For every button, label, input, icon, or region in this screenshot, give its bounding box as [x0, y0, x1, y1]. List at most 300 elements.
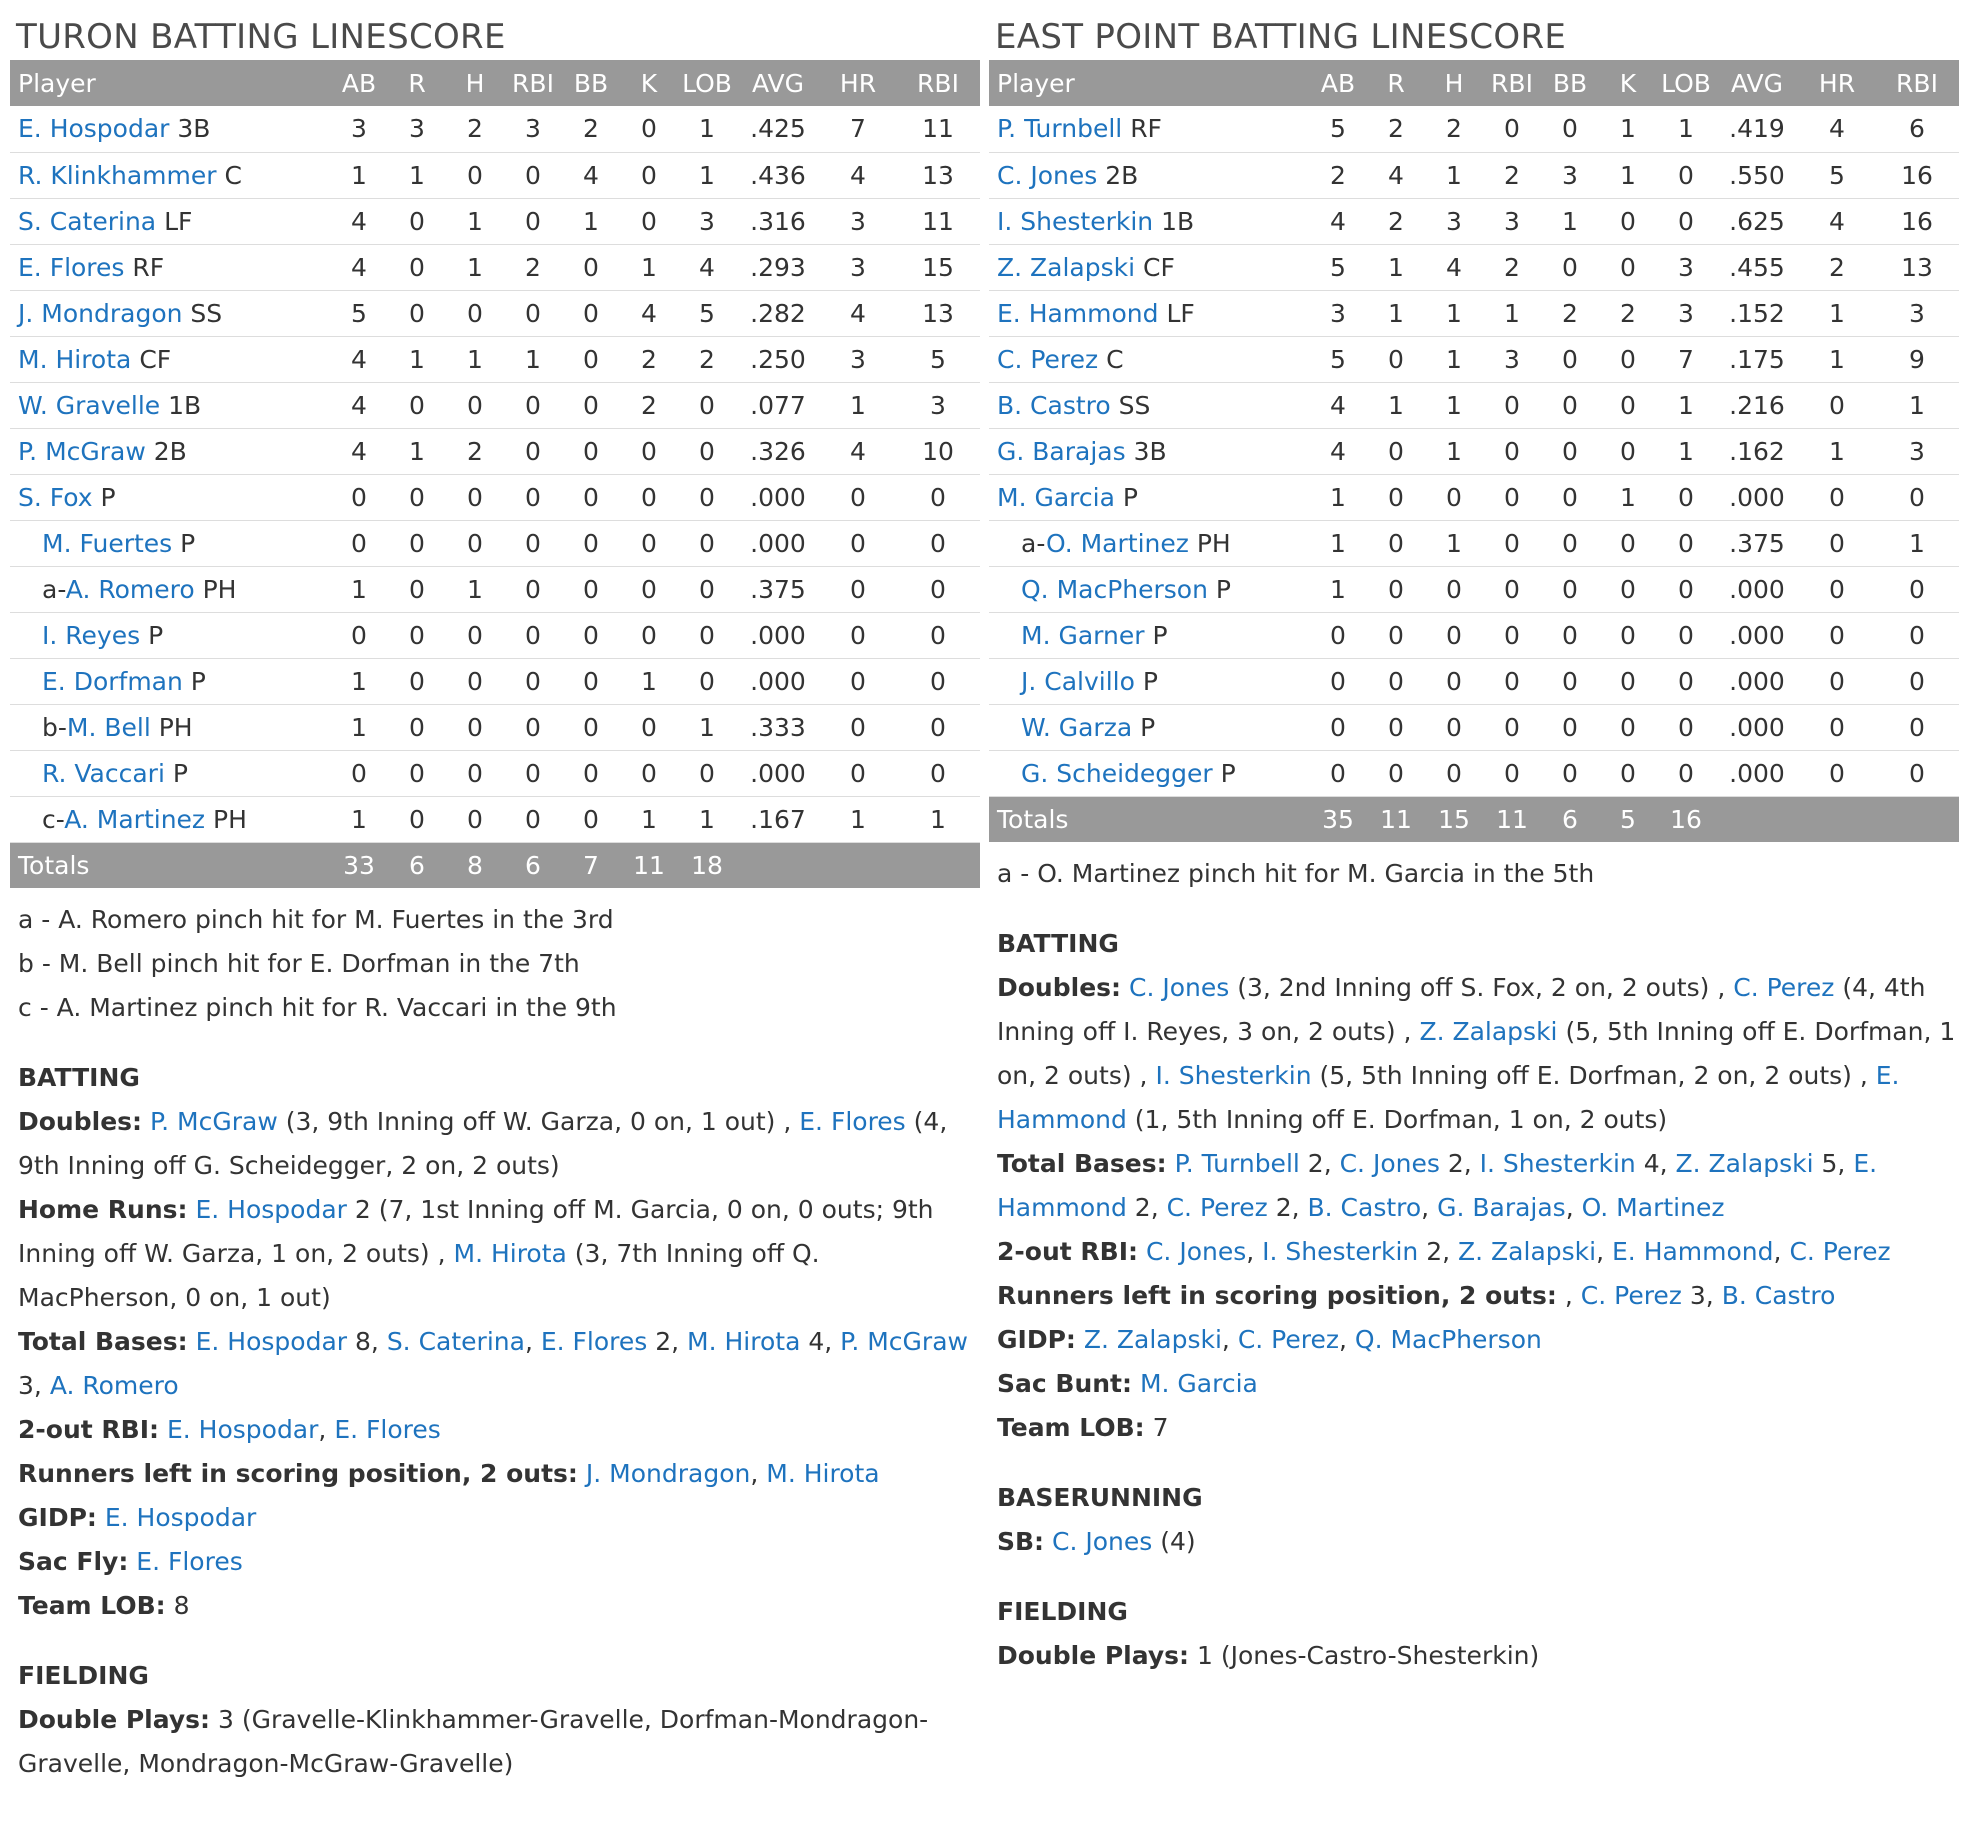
player-position: PH	[202, 574, 237, 604]
section-batting	[989, 922, 1959, 1450]
player-link[interactable]: P. McGraw	[149, 1107, 278, 1136]
stat-rbi: 0	[1504, 574, 1520, 604]
stat-h: 1	[1446, 298, 1462, 328]
player-link[interactable]: E. Flores	[334, 1415, 441, 1444]
player-link[interactable]: G. Scheidegger	[1021, 758, 1213, 788]
stat-k: 0	[1620, 666, 1636, 696]
stat-hr: 3	[850, 206, 866, 236]
stat-avg: .152	[1729, 298, 1785, 328]
stat-bb: 0	[583, 574, 599, 604]
player-link[interactable]: E. Hospodar	[195, 1195, 347, 1224]
stat-text: (3, 9th Inning off W. Garza, 0 on, 1 out) ,	[277, 1107, 800, 1136]
stat-r: 3	[409, 114, 425, 144]
stat-lob: 5	[699, 298, 715, 328]
stat-k: 0	[641, 160, 657, 190]
stat-r: 0	[1388, 344, 1404, 374]
stat-k: 0	[1620, 620, 1636, 650]
player-cell	[10, 796, 330, 842]
column-header: LOB	[682, 68, 732, 98]
stat-text	[1076, 1325, 1084, 1354]
player-position: 3B	[177, 114, 211, 144]
stat-rbi: 0	[525, 298, 541, 328]
stat-hr: 3	[850, 252, 866, 282]
stat-lob: 1	[1678, 436, 1694, 466]
player-cell	[989, 382, 1309, 428]
player-link[interactable]: M. Hirota	[18, 344, 132, 374]
sub-prefix: a-	[1021, 528, 1047, 558]
stat-r: 0	[1388, 574, 1404, 604]
stat-avg: .000	[1729, 712, 1785, 742]
stat-label: Sac Bunt:	[997, 1369, 1132, 1398]
stat-k: 1	[641, 666, 657, 696]
player-link[interactable]: W. Garza	[1021, 712, 1133, 742]
stat-k: 0	[1620, 206, 1636, 236]
stat-ab: 0	[1330, 666, 1346, 696]
table-row	[989, 566, 1959, 612]
stat-r: 0	[1388, 528, 1404, 558]
stat-line	[997, 1274, 1959, 1318]
column-header: BB	[573, 68, 609, 98]
stat-label: Double Plays:	[997, 1641, 1190, 1670]
player-link[interactable]: J. Mondragon	[585, 1459, 751, 1488]
stat-ab: 4	[1330, 206, 1346, 236]
stat-bb: 0	[1562, 528, 1578, 558]
stat-r: 0	[409, 252, 425, 282]
column-header: R	[408, 68, 426, 98]
player-link[interactable]: C. Perez	[1237, 1325, 1339, 1354]
stat-bb: 0	[1562, 574, 1578, 604]
stat-hr: 1	[850, 390, 866, 420]
stat-r: 0	[1388, 758, 1404, 788]
stat-text	[1167, 1149, 1175, 1178]
player-link[interactable]: C. Jones	[1128, 973, 1230, 1002]
player-position: 3B	[1133, 436, 1167, 466]
section-title: FIELDING	[997, 1597, 1128, 1626]
stat-ab: 0	[1330, 620, 1346, 650]
total-rbi: 11	[1496, 804, 1528, 834]
player-link[interactable]: B. Castro	[1721, 1281, 1836, 1310]
player-link[interactable]: E. Hospodar	[104, 1503, 257, 1532]
player-link[interactable]: R. Klinkhammer	[18, 160, 217, 190]
player-link[interactable]: Z. Zalapski	[997, 252, 1136, 282]
player-link[interactable]: B. Castro	[997, 390, 1111, 420]
player-link[interactable]: I. Shesterkin	[1262, 1237, 1419, 1266]
stat-label: Doubles:	[18, 1107, 143, 1136]
column-header: RBI	[917, 68, 959, 98]
player-link[interactable]: E. Flores	[540, 1327, 648, 1356]
player-link[interactable]: C. Perez	[1166, 1193, 1268, 1222]
player-link[interactable]: I. Shesterkin	[1155, 1061, 1312, 1090]
player-link[interactable]: E. Hammond	[997, 1149, 1878, 1222]
player-link[interactable]: I. Shesterkin	[1479, 1149, 1636, 1178]
stat-rbi: 0	[525, 528, 541, 558]
stat-avg: .000	[750, 620, 806, 650]
stat-ab: 0	[1330, 758, 1346, 788]
stat-h: 0	[467, 482, 483, 512]
stat-hr: 5	[1829, 160, 1845, 190]
player-link[interactable]: C. Perez	[1789, 1237, 1891, 1266]
stat-text	[1121, 973, 1129, 1002]
stat-line	[997, 1318, 1959, 1362]
table-row	[10, 428, 980, 474]
player-cell	[989, 198, 1309, 244]
player-link[interactable]: E. Flores	[18, 252, 125, 282]
stat-lob: 0	[699, 436, 715, 466]
stat-r: 2	[1388, 206, 1404, 236]
player-link[interactable]: P. McGraw	[18, 436, 146, 466]
stat-lob: 0	[1678, 528, 1694, 558]
player-link[interactable]: E. Dorfman	[42, 666, 183, 696]
player-link[interactable]: S. Caterina	[386, 1327, 525, 1356]
stat-rbi: 0	[525, 758, 541, 788]
stat-r: 0	[409, 390, 425, 420]
player-link[interactable]: Z. Zalapski	[1083, 1325, 1222, 1354]
stat-sections	[10, 1056, 980, 1786]
player-link[interactable]: M. Garcia	[997, 482, 1115, 512]
player-position: P	[1140, 712, 1156, 742]
stat-text: 3,	[18, 1371, 50, 1400]
player-link[interactable]: S. Fox	[18, 482, 93, 512]
player-link[interactable]: Z. Zalapski	[1675, 1149, 1814, 1178]
total-empty	[1715, 796, 1799, 842]
stat-avg: .000	[1729, 666, 1785, 696]
player-link[interactable]: M. Hirota	[766, 1459, 880, 1488]
stat-h: 1	[467, 252, 483, 282]
column-header: AB	[341, 68, 377, 98]
player-link[interactable]: E. Hammond	[997, 1061, 1900, 1134]
player-link[interactable]: A. Romero	[49, 1371, 179, 1400]
stat-label: 2-out RBI:	[18, 1415, 160, 1444]
stat-text: 7	[1144, 1413, 1169, 1442]
player-link[interactable]: M. Hirota	[687, 1327, 801, 1356]
player-link[interactable]: E. Hospodar	[195, 1327, 348, 1356]
stat-lob: 2	[699, 344, 715, 374]
stat-hr: 0	[850, 712, 866, 742]
stat-h: 1	[1446, 436, 1462, 466]
player-link[interactable]: Z. Zalapski	[1458, 1237, 1597, 1266]
player-position: P	[190, 666, 206, 696]
player-link[interactable]: I. Reyes	[42, 620, 141, 650]
table-footer	[989, 796, 1959, 842]
table-body	[10, 106, 980, 842]
stat-r: 0	[409, 482, 425, 512]
player-link[interactable]: C. Perez	[1580, 1281, 1682, 1310]
stat-k: 2	[1620, 298, 1636, 328]
stat-h: 0	[1446, 758, 1462, 788]
stat-k: 1	[1620, 482, 1636, 512]
stat-hr: 0	[850, 528, 866, 558]
player-link[interactable]: J. Mondragon	[18, 298, 183, 328]
stat-r: 0	[409, 528, 425, 558]
stat-hr: 4	[1829, 114, 1845, 144]
stat-avg: .436	[750, 160, 806, 190]
stat-text: 2,	[1299, 1149, 1340, 1178]
player-link[interactable]: G. Barajas	[997, 436, 1126, 466]
player-position: 1B	[168, 390, 202, 420]
stat-bb: 0	[1562, 390, 1578, 420]
stat-bb: 0	[583, 252, 599, 282]
player-link[interactable]: C. Jones	[1145, 1237, 1247, 1266]
stat-rbi: 0	[1504, 758, 1520, 788]
stat-lob: 0	[1678, 712, 1694, 742]
player-position: 2B	[153, 436, 187, 466]
stat-text: 2,	[1126, 1193, 1167, 1222]
table-row	[989, 382, 1959, 428]
stat-lob: 7	[1678, 344, 1694, 374]
stat-text: (4)	[1152, 1527, 1196, 1556]
stat-label: Runners left in scoring position, 2 outs:	[18, 1459, 578, 1488]
player-link[interactable]: E. Hammond	[997, 298, 1159, 328]
stat-rbi: 1	[525, 344, 541, 374]
player-cell	[10, 290, 330, 336]
stat-lob: 3	[1678, 298, 1694, 328]
stat-lob: 1	[699, 114, 715, 144]
stat-avg: .625	[1729, 206, 1785, 236]
stat-avg: .000	[1729, 758, 1785, 788]
player-link[interactable]: Q. MacPherson	[1021, 574, 1208, 604]
stat-season-rbi: 0	[930, 712, 946, 742]
stat-rbi: 2	[525, 252, 541, 282]
stat-season-rbi: 10	[922, 436, 954, 466]
player-link[interactable]: P. Turnbell	[1174, 1149, 1300, 1178]
stat-lob: 0	[1678, 482, 1694, 512]
totals-label: Totals	[997, 804, 1069, 834]
table-row	[10, 704, 980, 750]
panel-title: TURON BATTING LINESCORE	[16, 17, 506, 57]
stat-text	[1132, 1369, 1140, 1398]
stat-lob: 0	[699, 574, 715, 604]
table-row	[10, 474, 980, 520]
stat-line	[997, 1230, 1959, 1274]
player-link[interactable]: G. Barajas	[1437, 1193, 1566, 1222]
stat-bb: 0	[583, 482, 599, 512]
player-link[interactable]: C. Perez	[997, 344, 1099, 374]
player-cell	[989, 474, 1309, 520]
column-header: R	[1387, 68, 1405, 98]
stat-h: 0	[467, 758, 483, 788]
stat-k: 0	[1620, 252, 1636, 282]
player-link[interactable]: O. Martinez	[1581, 1193, 1725, 1222]
stat-lob: 0	[699, 758, 715, 788]
stat-hr: 4	[850, 298, 866, 328]
stat-bb: 0	[583, 758, 599, 788]
stat-hr: 1	[1829, 344, 1845, 374]
stat-bb: 0	[1562, 344, 1578, 374]
stat-line	[997, 1634, 1959, 1678]
stat-season-rbi: 0	[1909, 666, 1925, 696]
stat-bb: 0	[1562, 252, 1578, 282]
player-cell	[989, 566, 1309, 612]
batting-table	[10, 60, 980, 888]
player-link[interactable]: S. Caterina	[18, 206, 157, 236]
player-link[interactable]: O. Martinez	[1046, 528, 1189, 558]
stat-bb: 0	[1562, 436, 1578, 466]
stat-k: 0	[641, 206, 657, 236]
stat-r: 1	[1388, 298, 1404, 328]
player-position: PH	[213, 804, 247, 834]
stat-hr: 0	[850, 666, 866, 696]
stat-avg: .000	[750, 758, 806, 788]
player-position: P	[1152, 620, 1168, 650]
stat-rbi: 0	[525, 390, 541, 420]
table-row	[989, 658, 1959, 704]
stat-k: 0	[1620, 712, 1636, 742]
stat-line	[997, 1142, 1959, 1230]
player-cell	[10, 566, 330, 612]
stat-bb: 3	[1562, 160, 1578, 190]
stat-bb: 0	[1562, 114, 1578, 144]
stat-rbi: 0	[1504, 390, 1520, 420]
table-row	[989, 290, 1959, 336]
stat-season-rbi: 11	[922, 114, 954, 144]
player-link[interactable]: R. Vaccari	[42, 758, 165, 788]
player-link[interactable]: E. Flores	[136, 1547, 243, 1576]
stat-ab: 0	[351, 528, 367, 558]
stat-rbi: 0	[1504, 666, 1520, 696]
stat-rbi: 0	[1504, 712, 1520, 742]
stat-ab: 0	[1330, 712, 1346, 742]
player-cell	[10, 750, 330, 796]
stat-rbi: 3	[1504, 206, 1520, 236]
stat-h: 0	[467, 390, 483, 420]
stat-h: 1	[1446, 344, 1462, 374]
player-link[interactable]: M. Garner	[1021, 620, 1145, 650]
table-row	[989, 474, 1959, 520]
stat-lob: 1	[1678, 390, 1694, 420]
header-row	[10, 60, 980, 106]
player-link[interactable]: W. Gravelle	[18, 390, 161, 420]
stat-k: 0	[641, 436, 657, 466]
stat-ab: 5	[1330, 344, 1346, 374]
stat-k: 2	[641, 344, 657, 374]
player-cell	[10, 658, 330, 704]
totals-row	[10, 842, 980, 888]
table-row	[10, 152, 980, 198]
stat-line	[997, 1362, 1959, 1406]
stat-ab: 1	[351, 804, 367, 834]
stat-text: 2,	[1267, 1193, 1308, 1222]
player-position: PH	[158, 712, 193, 742]
stat-hr: 0	[1829, 390, 1845, 420]
player-link[interactable]: M. Bell	[66, 712, 151, 742]
stat-season-rbi: 0	[1909, 712, 1925, 742]
stat-text: 3,	[1681, 1281, 1722, 1310]
player-link[interactable]: E. Hospodar	[18, 114, 170, 144]
stat-avg: .175	[1729, 344, 1785, 374]
stat-text: (4, 9th Inning off G. Scheidegger, 2 on, 2 outs)	[18, 1107, 948, 1180]
column-header: RBI	[1896, 68, 1938, 98]
player-link[interactable]: M. Garcia	[1139, 1369, 1258, 1398]
player-link[interactable]: A. Romero	[65, 574, 195, 604]
stat-lob: 0	[699, 482, 715, 512]
player-cell	[10, 520, 330, 566]
stat-text: ,	[524, 1327, 541, 1356]
player-link[interactable]: C. Jones	[997, 160, 1098, 190]
stat-label: 2-out RBI:	[997, 1237, 1139, 1266]
stat-h: 0	[467, 298, 483, 328]
stat-rbi: 0	[525, 712, 541, 742]
player-cell	[10, 106, 330, 152]
stat-avg: .000	[1729, 620, 1785, 650]
substitution-notes	[10, 898, 980, 1030]
player-link[interactable]: P. Turnbell	[997, 114, 1123, 144]
player-link[interactable]: I. Shesterkin	[997, 206, 1154, 236]
column-header: AVG	[752, 68, 804, 98]
stat-line	[18, 1100, 980, 1188]
section-fielding	[10, 1654, 980, 1786]
player-link[interactable]: C. Jones	[1052, 1527, 1153, 1556]
stat-bb: 2	[583, 114, 599, 144]
stat-lob: 0	[699, 390, 715, 420]
total-r: 11	[1380, 804, 1412, 834]
stat-label: Double Plays:	[18, 1705, 211, 1734]
table-row	[10, 658, 980, 704]
stat-text	[1138, 1237, 1146, 1266]
player-link[interactable]: M. Fuertes	[42, 528, 173, 558]
stat-r: 2	[1388, 114, 1404, 144]
stat-h: 1	[1446, 160, 1462, 190]
player-link[interactable]: P. McGraw	[840, 1327, 968, 1356]
table-row	[989, 106, 1959, 152]
stat-k: 1	[641, 804, 657, 834]
stat-lob: 0	[699, 528, 715, 558]
stat-text: 2 (7, 1st Inning off M. Garcia, 0 on, 0 outs; 9th Inning off W. Garza, 1 on, 2 outs) ,	[18, 1195, 934, 1268]
total-bb: 7	[583, 850, 599, 880]
total-h: 8	[467, 850, 483, 880]
stat-text: 2,	[647, 1327, 688, 1356]
stat-text	[578, 1459, 586, 1488]
player-link[interactable]: A. Martinez	[64, 804, 206, 834]
stat-r: 0	[409, 758, 425, 788]
player-cell	[10, 474, 330, 520]
stat-hr: 1	[1829, 298, 1845, 328]
section-title: BASERUNNING	[997, 1483, 1203, 1512]
player-link[interactable]: Q. MacPherson	[1354, 1325, 1542, 1354]
player-link[interactable]: Z. Zalapski	[1419, 1017, 1558, 1046]
total-k: 11	[633, 850, 665, 880]
player-link[interactable]: E. Flores	[799, 1107, 906, 1136]
stat-text	[97, 1503, 105, 1532]
player-link[interactable]: M. Hirota	[453, 1239, 567, 1268]
player-cell	[989, 658, 1309, 704]
stat-text: (4, 4th Inning off I. Reyes, 3 on, 2 outs) ,	[997, 973, 1926, 1046]
stat-h: 0	[467, 666, 483, 696]
stat-ab: 1	[1330, 574, 1346, 604]
stat-ab: 5	[351, 298, 367, 328]
stat-line	[18, 1188, 980, 1320]
stat-season-rbi: 0	[930, 574, 946, 604]
table-row	[10, 290, 980, 336]
player-link[interactable]: C. Jones	[1339, 1149, 1440, 1178]
stat-k: 0	[641, 482, 657, 512]
stat-avg: .077	[750, 390, 806, 420]
player-link[interactable]: J. Calvillo	[1021, 666, 1135, 696]
stat-ab: 3	[351, 114, 367, 144]
player-link[interactable]: C. Perez	[1733, 973, 1835, 1002]
stat-label: GIDP:	[997, 1325, 1076, 1354]
total-ab: 33	[343, 850, 375, 880]
stat-hr: 0	[1829, 712, 1845, 742]
player-link[interactable]: B. Castro	[1307, 1193, 1422, 1222]
stat-k: 0	[641, 574, 657, 604]
total-empty	[736, 842, 820, 888]
player-link[interactable]: E. Hammond	[1612, 1237, 1774, 1266]
stat-lob: 3	[1678, 252, 1694, 282]
stat-bb: 4	[583, 160, 599, 190]
stat-avg: .000	[1729, 482, 1785, 512]
player-link[interactable]: E. Hospodar	[166, 1415, 319, 1444]
stat-avg: .000	[750, 666, 806, 696]
